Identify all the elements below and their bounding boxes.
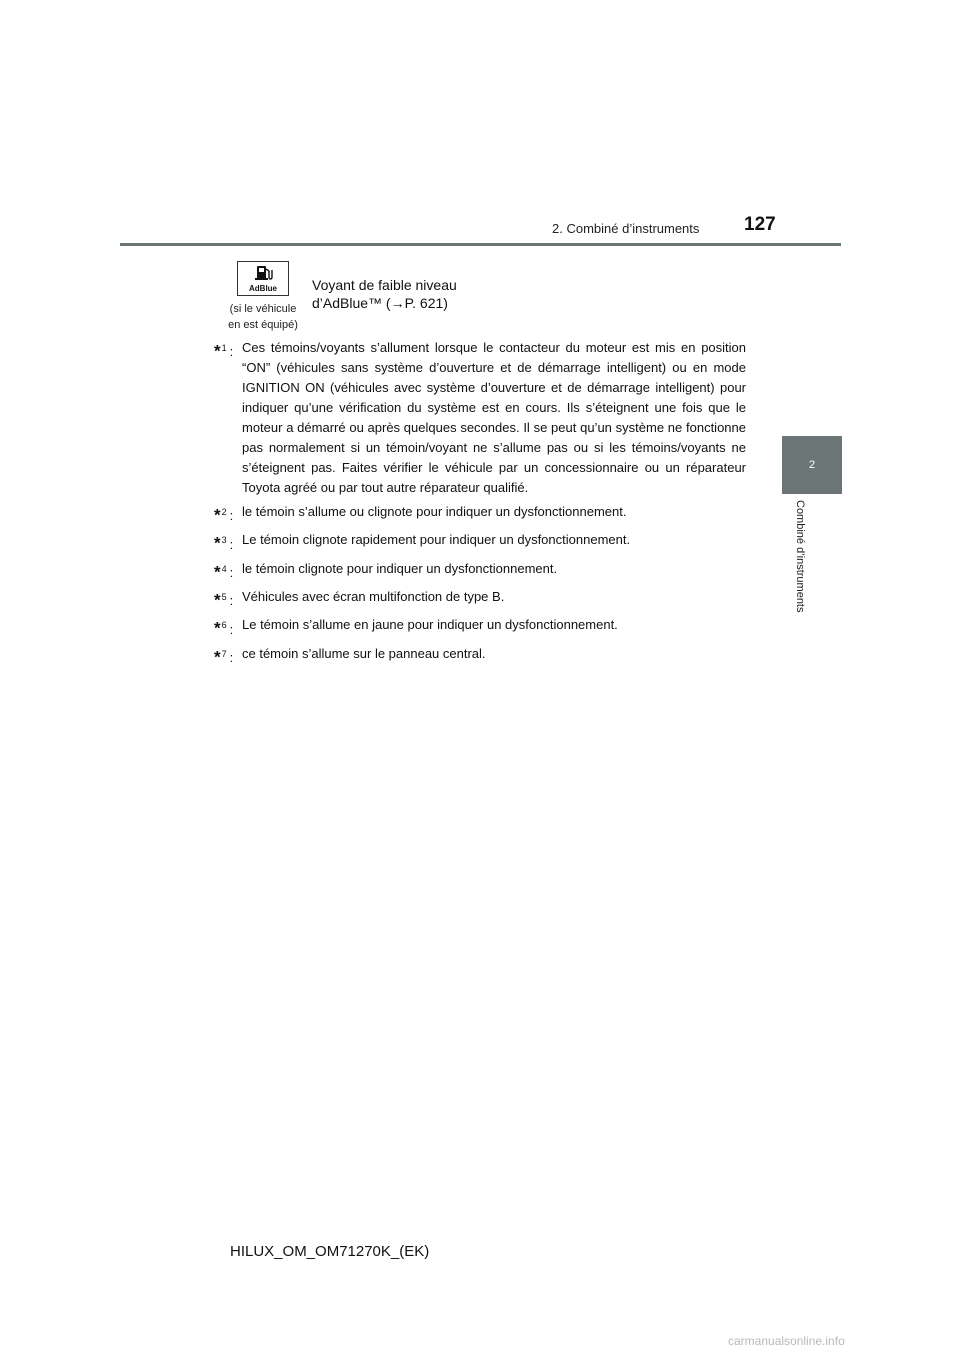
footnote-text: le témoin s’allume ou clignote pour indiquer un dysfonctionnement. bbox=[242, 504, 627, 519]
footnote-item: *$^4$ : le témoin clignote pour indiquer un dysfonctionnement. bbox=[214, 559, 746, 583]
footnote-number: 2 bbox=[221, 507, 227, 517]
footnote-text: Véhicules avec écran multifonction de type B. bbox=[242, 588, 505, 604]
adblue-icon-label: AdBlue bbox=[249, 284, 277, 293]
chapter-number: 2 bbox=[808, 459, 816, 471]
footnote-text: Le témoin s’allume en jaune pour indiquer un dysfonctionnement. bbox=[242, 617, 618, 633]
footnote-item: *$^1$ : Ces témoins/voyants s’allument lorsque le contacteur du moteur est mis en position “ON” (véhicules sans système d’ouverture et de démarrage intelligent) ou en mode IGNITION ON (véhicules avec système d’ouverture et de démarrage intelligent) pour indiquer qu’une vérification du système est en cours. Ils s’éteignent une fois que le moteur a démarré ou après quelques secondes. Il se peut qu’un système ne fonctionne pas normalement si un témoin/voyant ne s’allume pas ou si les témoins/voyants ne s’éteignent pas. Faites vérifier le véhicule par un concessionnaire ou un réparateur Toyota agréé ou par tout autre réparateur qualifié. bbox=[214, 338, 746, 498]
footnote-item: *$^5$ : Véhicules avec écran multifonction de type B. bbox=[214, 587, 746, 611]
indicator-description-line2: d’AdBlue™ (→P. 621) bbox=[312, 295, 448, 311]
equipment-note-line1: (si le véhicule bbox=[229, 303, 297, 315]
footnote-number: 4 bbox=[221, 563, 227, 574]
chapter-tab bbox=[782, 436, 842, 494]
indicator-description-line1: Voyant de faible niveau bbox=[312, 277, 457, 293]
header-divider bbox=[120, 243, 841, 246]
watermark: carmanualsonline.info bbox=[728, 1334, 845, 1348]
section-title: 2. Combiné d’instruments bbox=[552, 221, 700, 236]
footnote-item: *$^7$ : ce témoin s’allume sur le panneau central. bbox=[214, 644, 746, 668]
footnote-number: 5 bbox=[221, 591, 227, 602]
equipment-note-line2: en est équipé) bbox=[228, 319, 298, 331]
footnote-text: le témoin clignote pour indiquer un dysfonctionnement. bbox=[242, 560, 558, 576]
document-id: HILUX_OM_OM71270K_(EK) bbox=[230, 1243, 430, 1260]
footnote-item: *$^6$ : Le témoin s’allume en jaune pour indiquer un dysfonctionnement. bbox=[214, 615, 746, 639]
footnote-text: Le témoin clignote rapidement pour indiquer un dysfonctionnement. bbox=[242, 532, 631, 548]
footnote-item: *$^2$ : le témoin s’allume ou clignote pour indiquer un dysfonctionnement. bbox=[214, 502, 746, 526]
footnote-number: 7 bbox=[221, 648, 227, 659]
adblue-warning-icon bbox=[237, 261, 289, 296]
footnote-text: Ces témoins/voyants s’allument lorsque le contacteur du moteur est mis en position “ON” (véhicules sans système d’ouverture et de démarrage intelligent) ou en mode IGNITION ON (véhicules avec système d’ouverture et de démarrage intelligent) pour indiquer qu’une vérification du système est en cours. Ils s’éteignent une fois que le moteur a démarré ou après quelques secondes. Il se peut qu’un système ne fonctionne pas normalement si un témoin/voyant ne s’allume pas ou si les témoins/voyants ne s’éteignent pas. Faites vérifier le véhicule par un concessionnaire ou un réparateur Toyota agréé ou par tout autre réparateur qualifié. bbox=[242, 340, 746, 495]
footnote-number: 6 bbox=[221, 620, 227, 631]
indicator-description bbox=[312, 276, 457, 312]
footnote-number: 3 bbox=[221, 535, 227, 546]
equipment-note bbox=[224, 301, 302, 333]
footnote-list bbox=[214, 338, 746, 672]
chapter-title: Combiné d’instruments bbox=[794, 500, 806, 613]
fuel-pump-icon bbox=[238, 262, 288, 295]
footnote-item: *$^3$ : Le témoin clignote rapidement pour indiquer un dysfonctionnement. bbox=[214, 530, 746, 554]
footnote-number: 1 bbox=[221, 343, 227, 353]
footnote-text: ce témoin s’allume sur le panneau central. bbox=[242, 645, 486, 661]
page-number: 127 bbox=[744, 214, 776, 235]
